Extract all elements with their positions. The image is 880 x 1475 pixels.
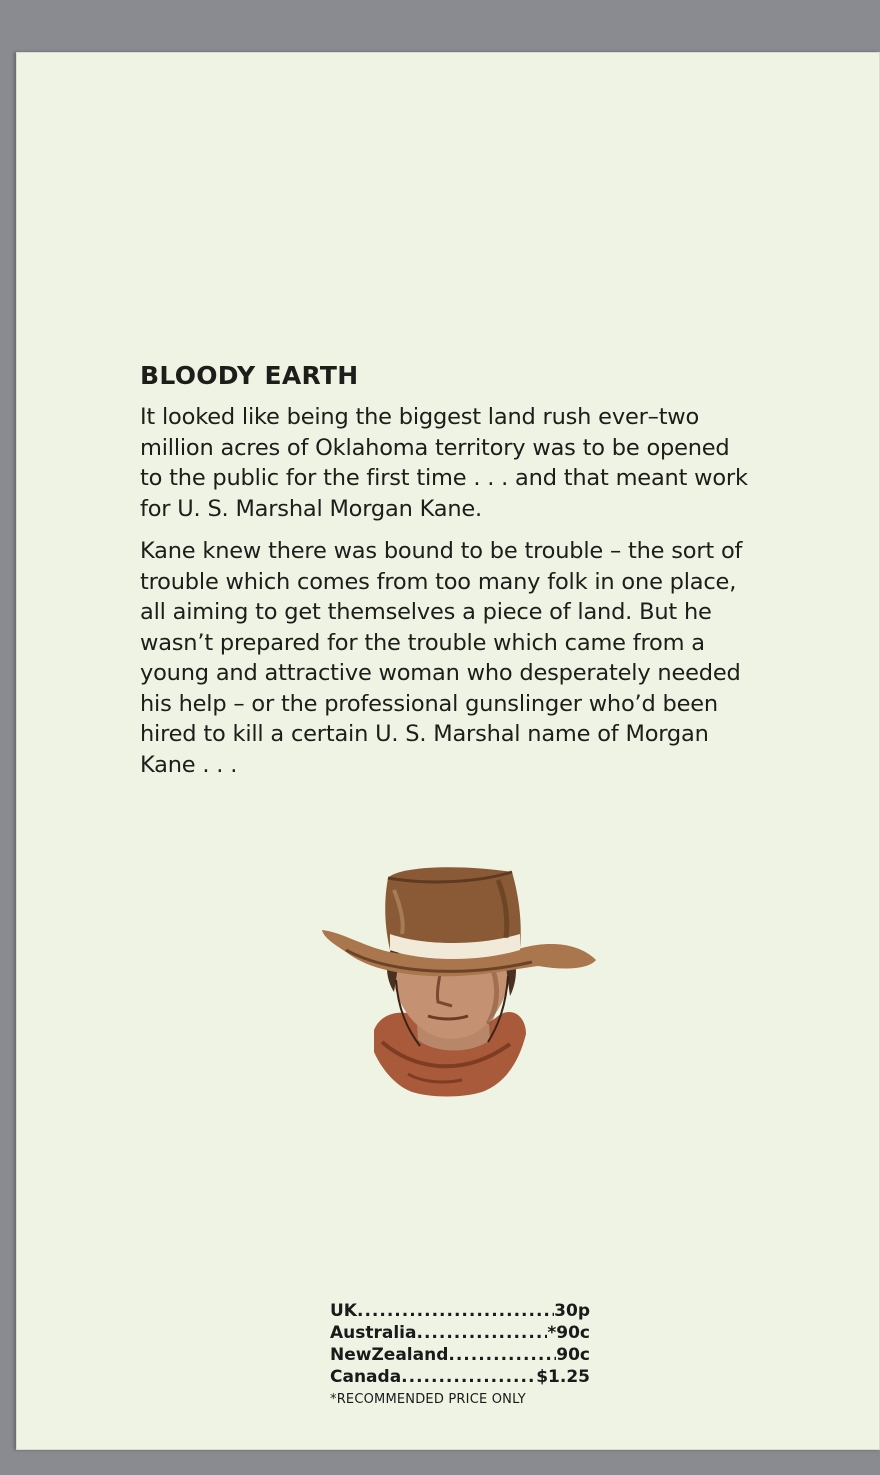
price-leader-dots: [417, 1322, 548, 1344]
price-region: Canada: [330, 1367, 402, 1387]
price-leader-dots: [448, 1344, 556, 1366]
cowboy-portrait-icon: [312, 820, 602, 1100]
price-row-uk: [330, 1300, 590, 1322]
book-title: BLOODY EARTH: [140, 361, 359, 390]
price-row-australia: [330, 1322, 590, 1344]
price-region: Australia: [330, 1323, 417, 1343]
blurb-paragraph-1: It looked like being the biggest land rush ever–two million acres of Oklahoma territory was to be opened to the public for the first time . . . and that meant work for U. S. Marshal Morgan Kane.: [140, 404, 748, 522]
price-row-canada: [330, 1366, 590, 1388]
price-value: $1.25: [536, 1367, 590, 1387]
blurb: [140, 360, 750, 792]
price-region: UK: [330, 1301, 357, 1321]
price-value: *90c: [547, 1323, 590, 1343]
price-row-new-zealand: [330, 1344, 590, 1366]
price-value: 30p: [554, 1301, 590, 1321]
price-note: *RECOMMENDED PRICE ONLY: [330, 1392, 526, 1407]
price-leader-dots: [401, 1366, 536, 1388]
book-back-cover: [16, 52, 880, 1450]
price-value: 90c: [556, 1345, 590, 1365]
price-leader-dots: [357, 1300, 554, 1322]
blurb-paragraph-2: Kane knew there was bound to be trouble – the sort of trouble which comes from too many folk in one place, all aiming to get themselves a piece of land. But he wasn’t prepared for the trouble which came from a young and attractive woman who desperately needed his help – or the professional gunslinger who’d been hired to kill a certain U. S. Marshal name of Morgan Kane . . .: [140, 538, 743, 778]
price-list: [330, 1300, 590, 1410]
price-region: NewZealand: [330, 1345, 449, 1365]
